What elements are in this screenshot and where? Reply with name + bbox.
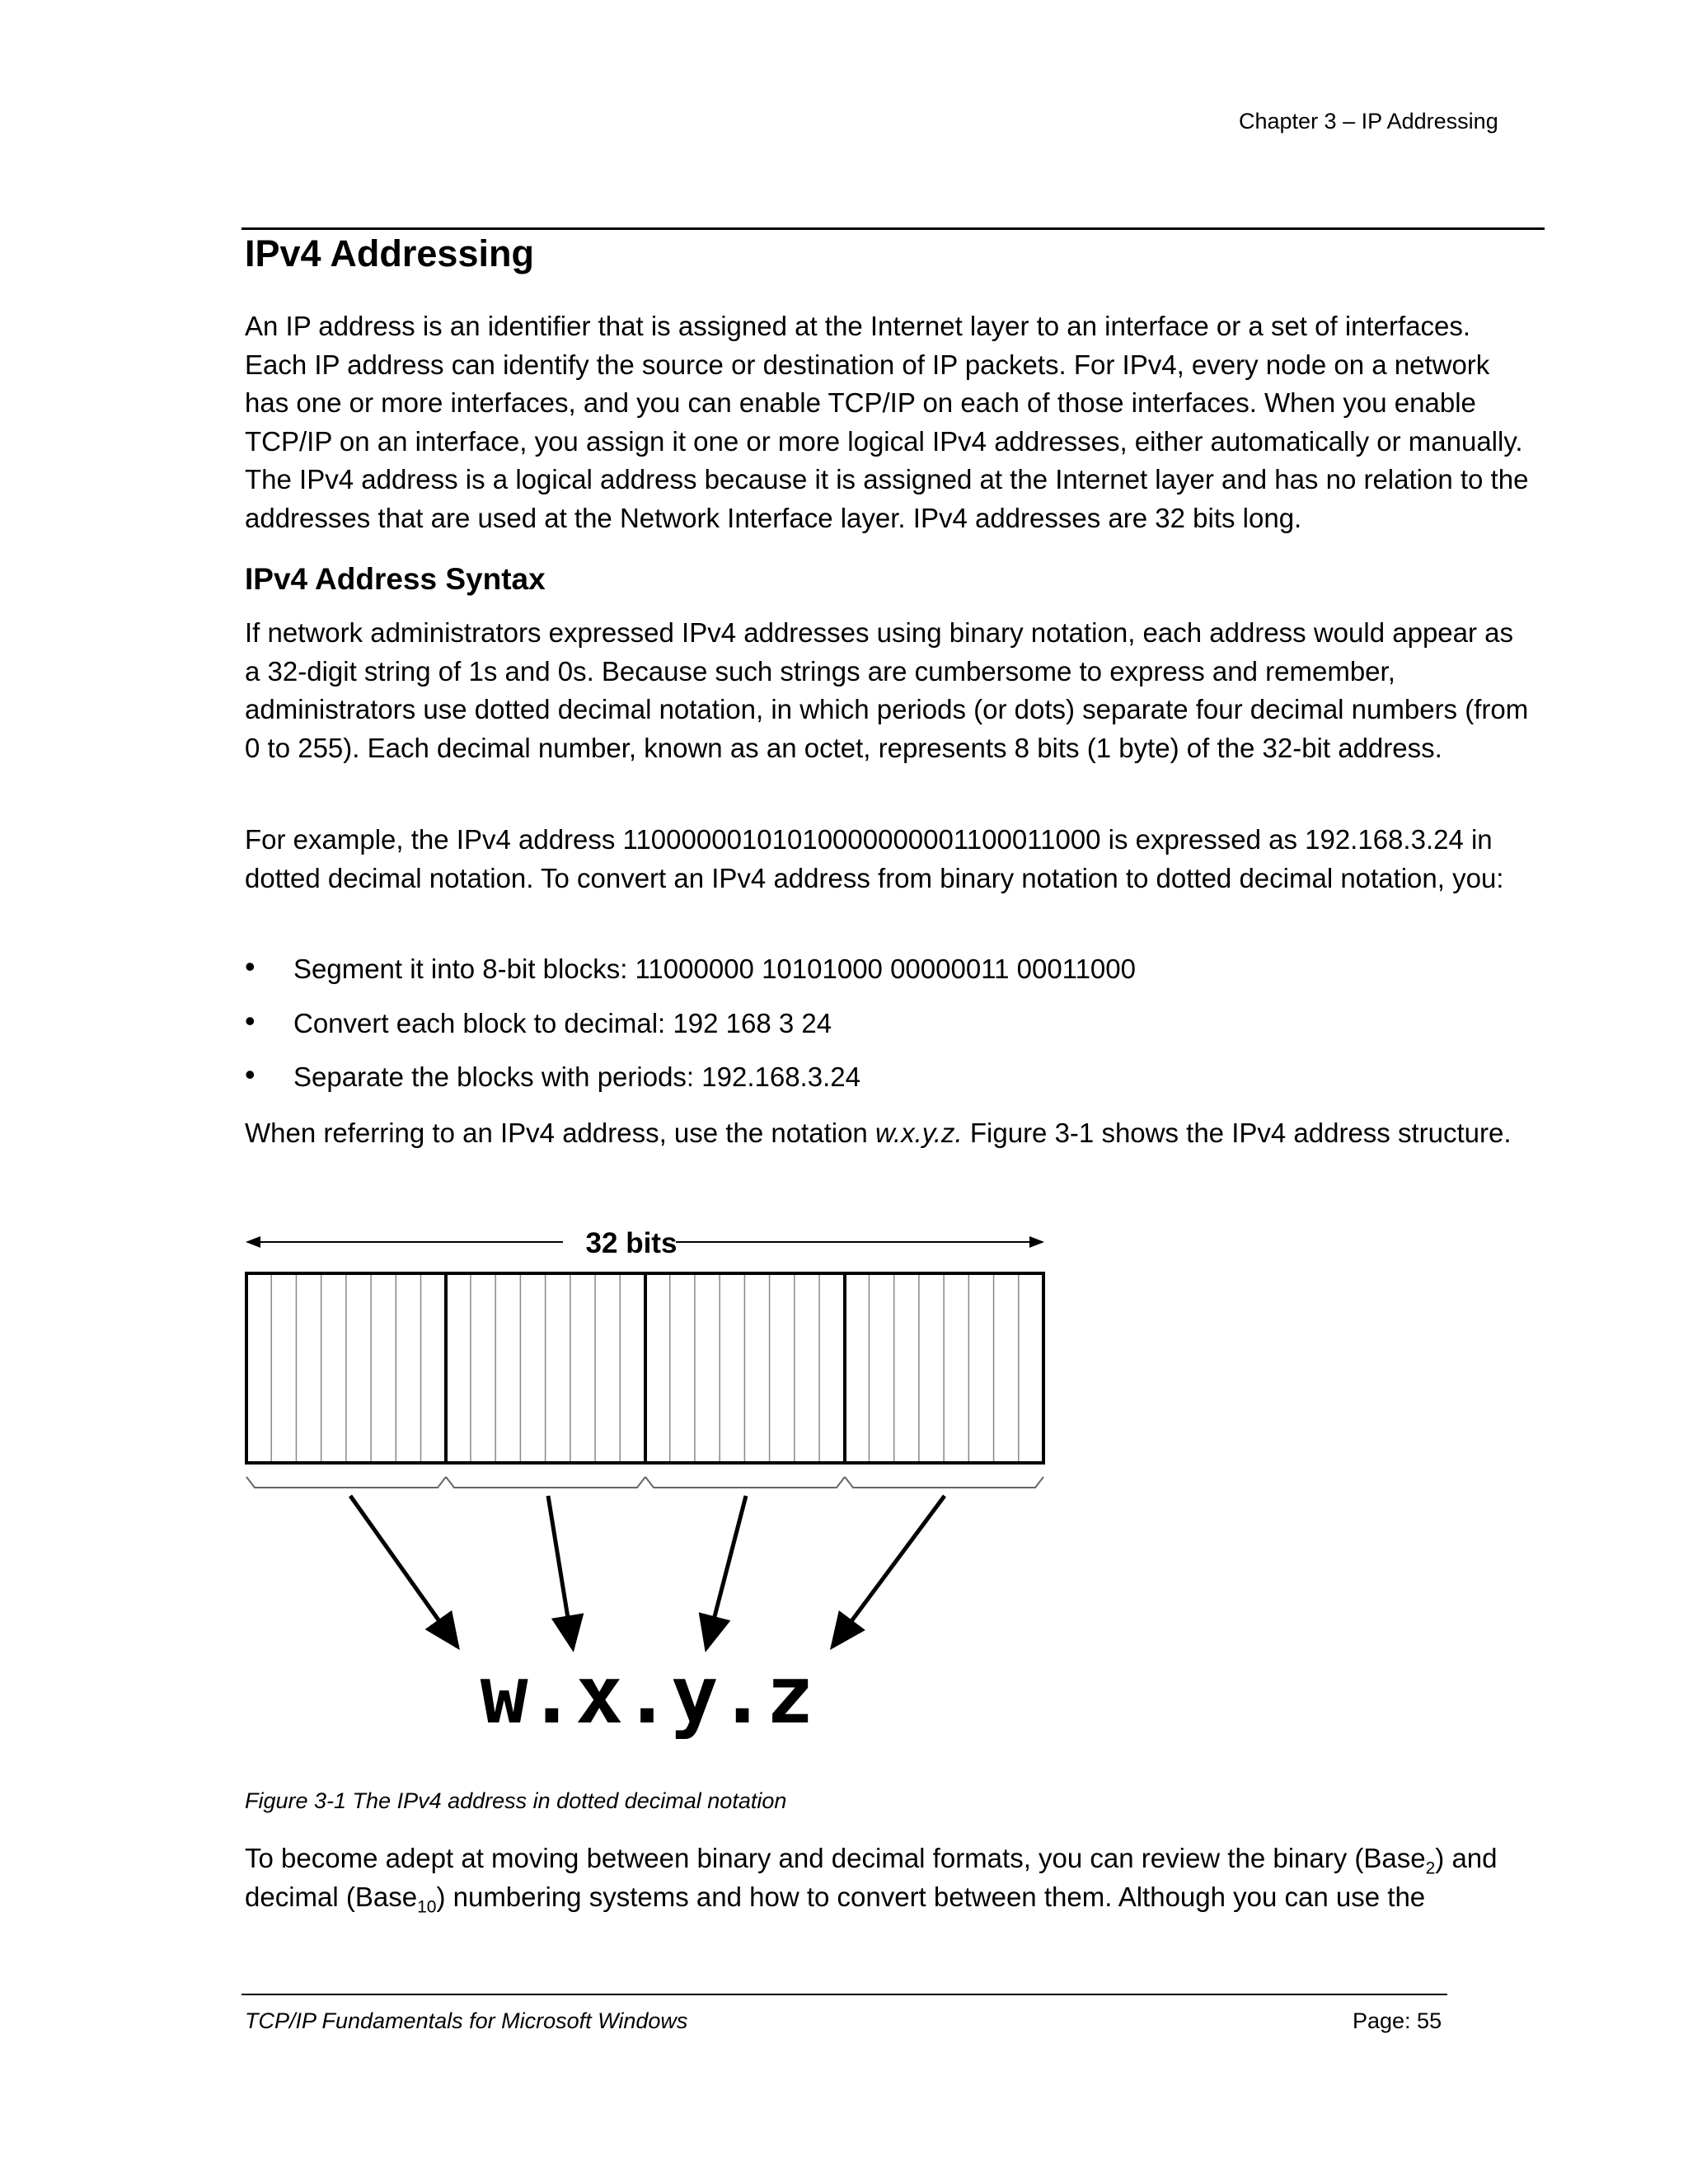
ipv4-structure-figure <box>239 1220 1063 1755</box>
notation-inline: w.x.y.z. <box>874 1118 963 1148</box>
octet-arrow <box>548 1496 573 1648</box>
syntax-paragraph: If network administrators expressed IPv4 addresses using binary notation, each address would appear as a 32-digit string of 1s and 0s. Because such strings are cumbersome to express and remember, administrators use dotted decimal notation, in which periods (or dots) separate four decimal numbers (from 0 to 255). Each decimal number, known as an octet, represents 8 bits (1 byte) of the 32-bit address. <box>245 617 1529 763</box>
list-item-text: Separate the blocks with periods: 192.168.3.24 <box>293 1062 860 1092</box>
dimension-arrow-right-icon <box>1029 1236 1044 1248</box>
dotted-notation: w.x.y.z <box>480 1649 814 1741</box>
example-paragraph: For example, the IPv4 address 11000000101010000000001100011000 is expressed as 192.168.3.24 in dotted decimal notation. To convert an IPv4 address from binary notation to dotted decimal notation, you: <box>245 824 1504 893</box>
figure-caption: Figure 3-1 The IPv4 address in dotted decimal notation <box>245 1788 787 1813</box>
subsection-title: IPv4 Address Syntax <box>245 562 546 596</box>
bits-label: 32 bits <box>585 1227 678 1259</box>
running-head: Chapter 3 – IP Addressing <box>1239 109 1498 134</box>
octet-arrow <box>832 1496 945 1647</box>
closing-text-1: To become adept at moving between binary and decimal formats, you can review the binary (Base <box>245 1843 1426 1873</box>
octet-arrow <box>706 1496 746 1648</box>
dimension-arrow-left-icon <box>246 1236 260 1248</box>
subscript-base2: 2 <box>1425 1858 1436 1878</box>
intro-paragraph: An IP address is an identifier that is assigned at the Internet layer to an interface or a set of interfaces. Each IP address can identify the source or destination of IP packets. For IPv4, every node on a network has one or more interfaces, and you can enable TCP/IP on each of those interfaces. When you enable TCP/IP on an interface, you assign it one or more logical IPv4 addresses, either automatically or manually. The IPv4 address is a logical address because it is assigned at the Internet layer and has no relation to the addresses that are used at the Network Interface layer. IPv4 addresses are 32 bits long. <box>245 311 1529 533</box>
section-title: IPv4 Addressing <box>245 232 534 274</box>
octet-arrow <box>350 1496 457 1647</box>
closing-text-3: ) numbering systems and how to convert between them. Although you can use the <box>436 1881 1426 1912</box>
subscript-base10: 10 <box>417 1897 437 1917</box>
closing-text-2: ) and decimal (Base <box>245 1843 1498 1912</box>
bullet-icon: • <box>245 1004 256 1038</box>
header-rule <box>241 227 1545 230</box>
footer-rule <box>241 1994 1447 1995</box>
notation-text-end: Figure 3-1 shows the IPv4 address structure. <box>962 1118 1512 1148</box>
bullet-icon: • <box>245 949 256 983</box>
bullet-icon: • <box>245 1057 256 1091</box>
list-item-text: Segment it into 8-bit blocks: 11000000 10101000 00000011 00011000 <box>293 954 1136 984</box>
notation-paragraph <box>245 1114 1531 1153</box>
list-item-text: Convert each block to decimal: 192 168 3 24 <box>293 1008 832 1038</box>
notation-text-start: When referring to an IPv4 address, use the notation <box>245 1118 875 1148</box>
octet-brace <box>246 1477 1043 1488</box>
page-number: Page: 55 <box>1353 2008 1442 2033</box>
footer-book-title: TCP/IP Fundamentals for Microsoft Windows <box>245 2008 688 2033</box>
closing-paragraph <box>245 1840 1531 1916</box>
